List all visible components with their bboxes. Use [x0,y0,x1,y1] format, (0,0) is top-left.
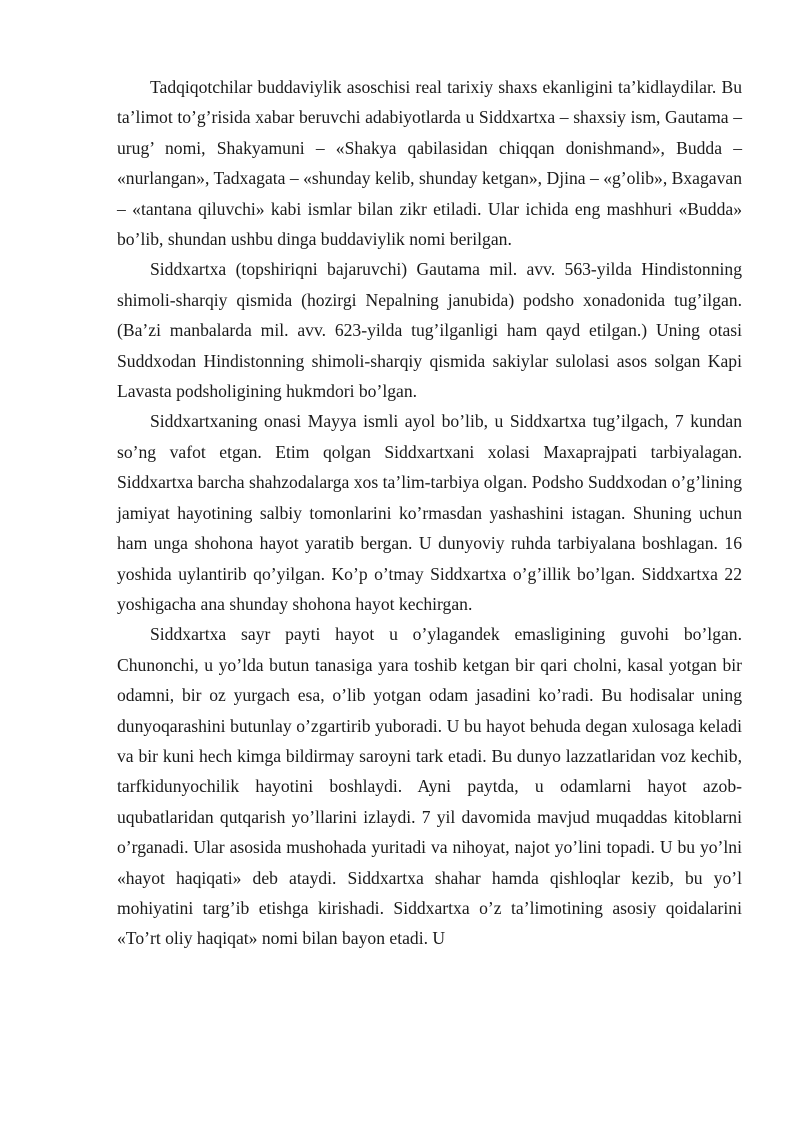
paragraph-2: Siddxartxa (topshiriqni bajaruvchi) Gautama mil. avv. 563-yilda Hindistonning shimoli-sharqiy qismida (hozirgi Nepalning janubida) podsho xonadonida tug’ilgan. (Ba’zi manbalarda mil. avv. 623-yilda tug’ilganligi ham qayd etilgan.) Uning otasi Suddxodan Hindistonning shimoli-sharqiy qismida sakiylar sulolasi asos solgan Kapi Lavasta podsholigining hukmdori bo’lgan. [117,259,742,402]
paragraph-1: Tadqiqotchilar buddaviylik asoschisi real tarixiy shaxs ekanligini ta’kidlaydilar. Bu ta’limot to’g’risida xabar beruvchi adabiyotlarda u Siddxartxa – shaxsiy ism, Gautama – urug’ nomi, Shakyamuni – «Shakya qabilasidan chiqqan donishmand», Budda – «nurlangan», Tadxagata – «shunday kelib, shunday ketgan», Djina – «g’olib», Bxagavan – «tantana qiluvchi» kabi ismlar bilan zikr etiladi. Ular ichida eng mashhuri «Budda» bo’lib, shundan ushbu dinga buddaviylik nomi berilgan. [117,77,742,250]
paragraph-3: Siddxartxaning onasi Mayya ismli ayol bo’lib, u Siddxartxa tug’ilgach, 7 kundan so’ng vafot etgan. Etim qolgan Siddxartxani xolasi Maxaprajpati tarbiyalagan. Siddxartxa barcha shahzodalarga xos ta’lim-tarbiya olgan. Podsho Suddxodan o’g’lining jamiyat hayotining salbiy tomonlarini ko’rmasdan yashashini istagan. Shuning uchun ham unga shohona hayot yaratib bergan. U dunyoviy ruhda tarbiyalana boshlagan. 16 yoshida uylantirib qo’yilgan. Ko’p o’tmay Siddxartxa o’g’illik bo’lgan. Siddxartxa 22 yoshigacha ana shunday shohona hayot kechirgan. [117,411,742,614]
body-text [117,72,742,954]
paragraph-4: Siddxartxa sayr payti hayot u o’ylagandek emasligining guvohi bo’lgan. Chunonchi, u yo’lda butun tanasiga yara toshib ketgan bir qari cholni, kasal yotgan bir odamni, bir oz yurgach esa, o’lib yotgan odam jasadini ko’radi. Bu hodisalar uning dunyoqarashini butunlay o’zgartirib yuboradi. U bu hayot behuda degan xulosaga keladi va bir kuni hech kimga bildirmay saroyni tark etadi. Bu dunyo lazzatlaridan voz kechib, tarfkidunyochilik hayotini boshlaydi. Ayni paytda, u odamlarni hayot azob-uqubatlaridan qutqarish yo’llarini izlaydi. 7 yil davomida mavjud muqaddas kitoblarni o’rganadi. Ular asosida mushohada yuritadi va nihoyat, najot yo’lini topadi. U bu yo’lni «hayot haqiqati» deb ataydi. Siddxartxa shahar hamda qishloqlar kezib, bu yo’l mohiyatini targ’ib etishga kirishadi. Siddxartxa o’z ta’limotining asosiy qoidalarini «To’rt oliy haqiqat» nomi bilan bayon etadi. U [117,624,742,949]
